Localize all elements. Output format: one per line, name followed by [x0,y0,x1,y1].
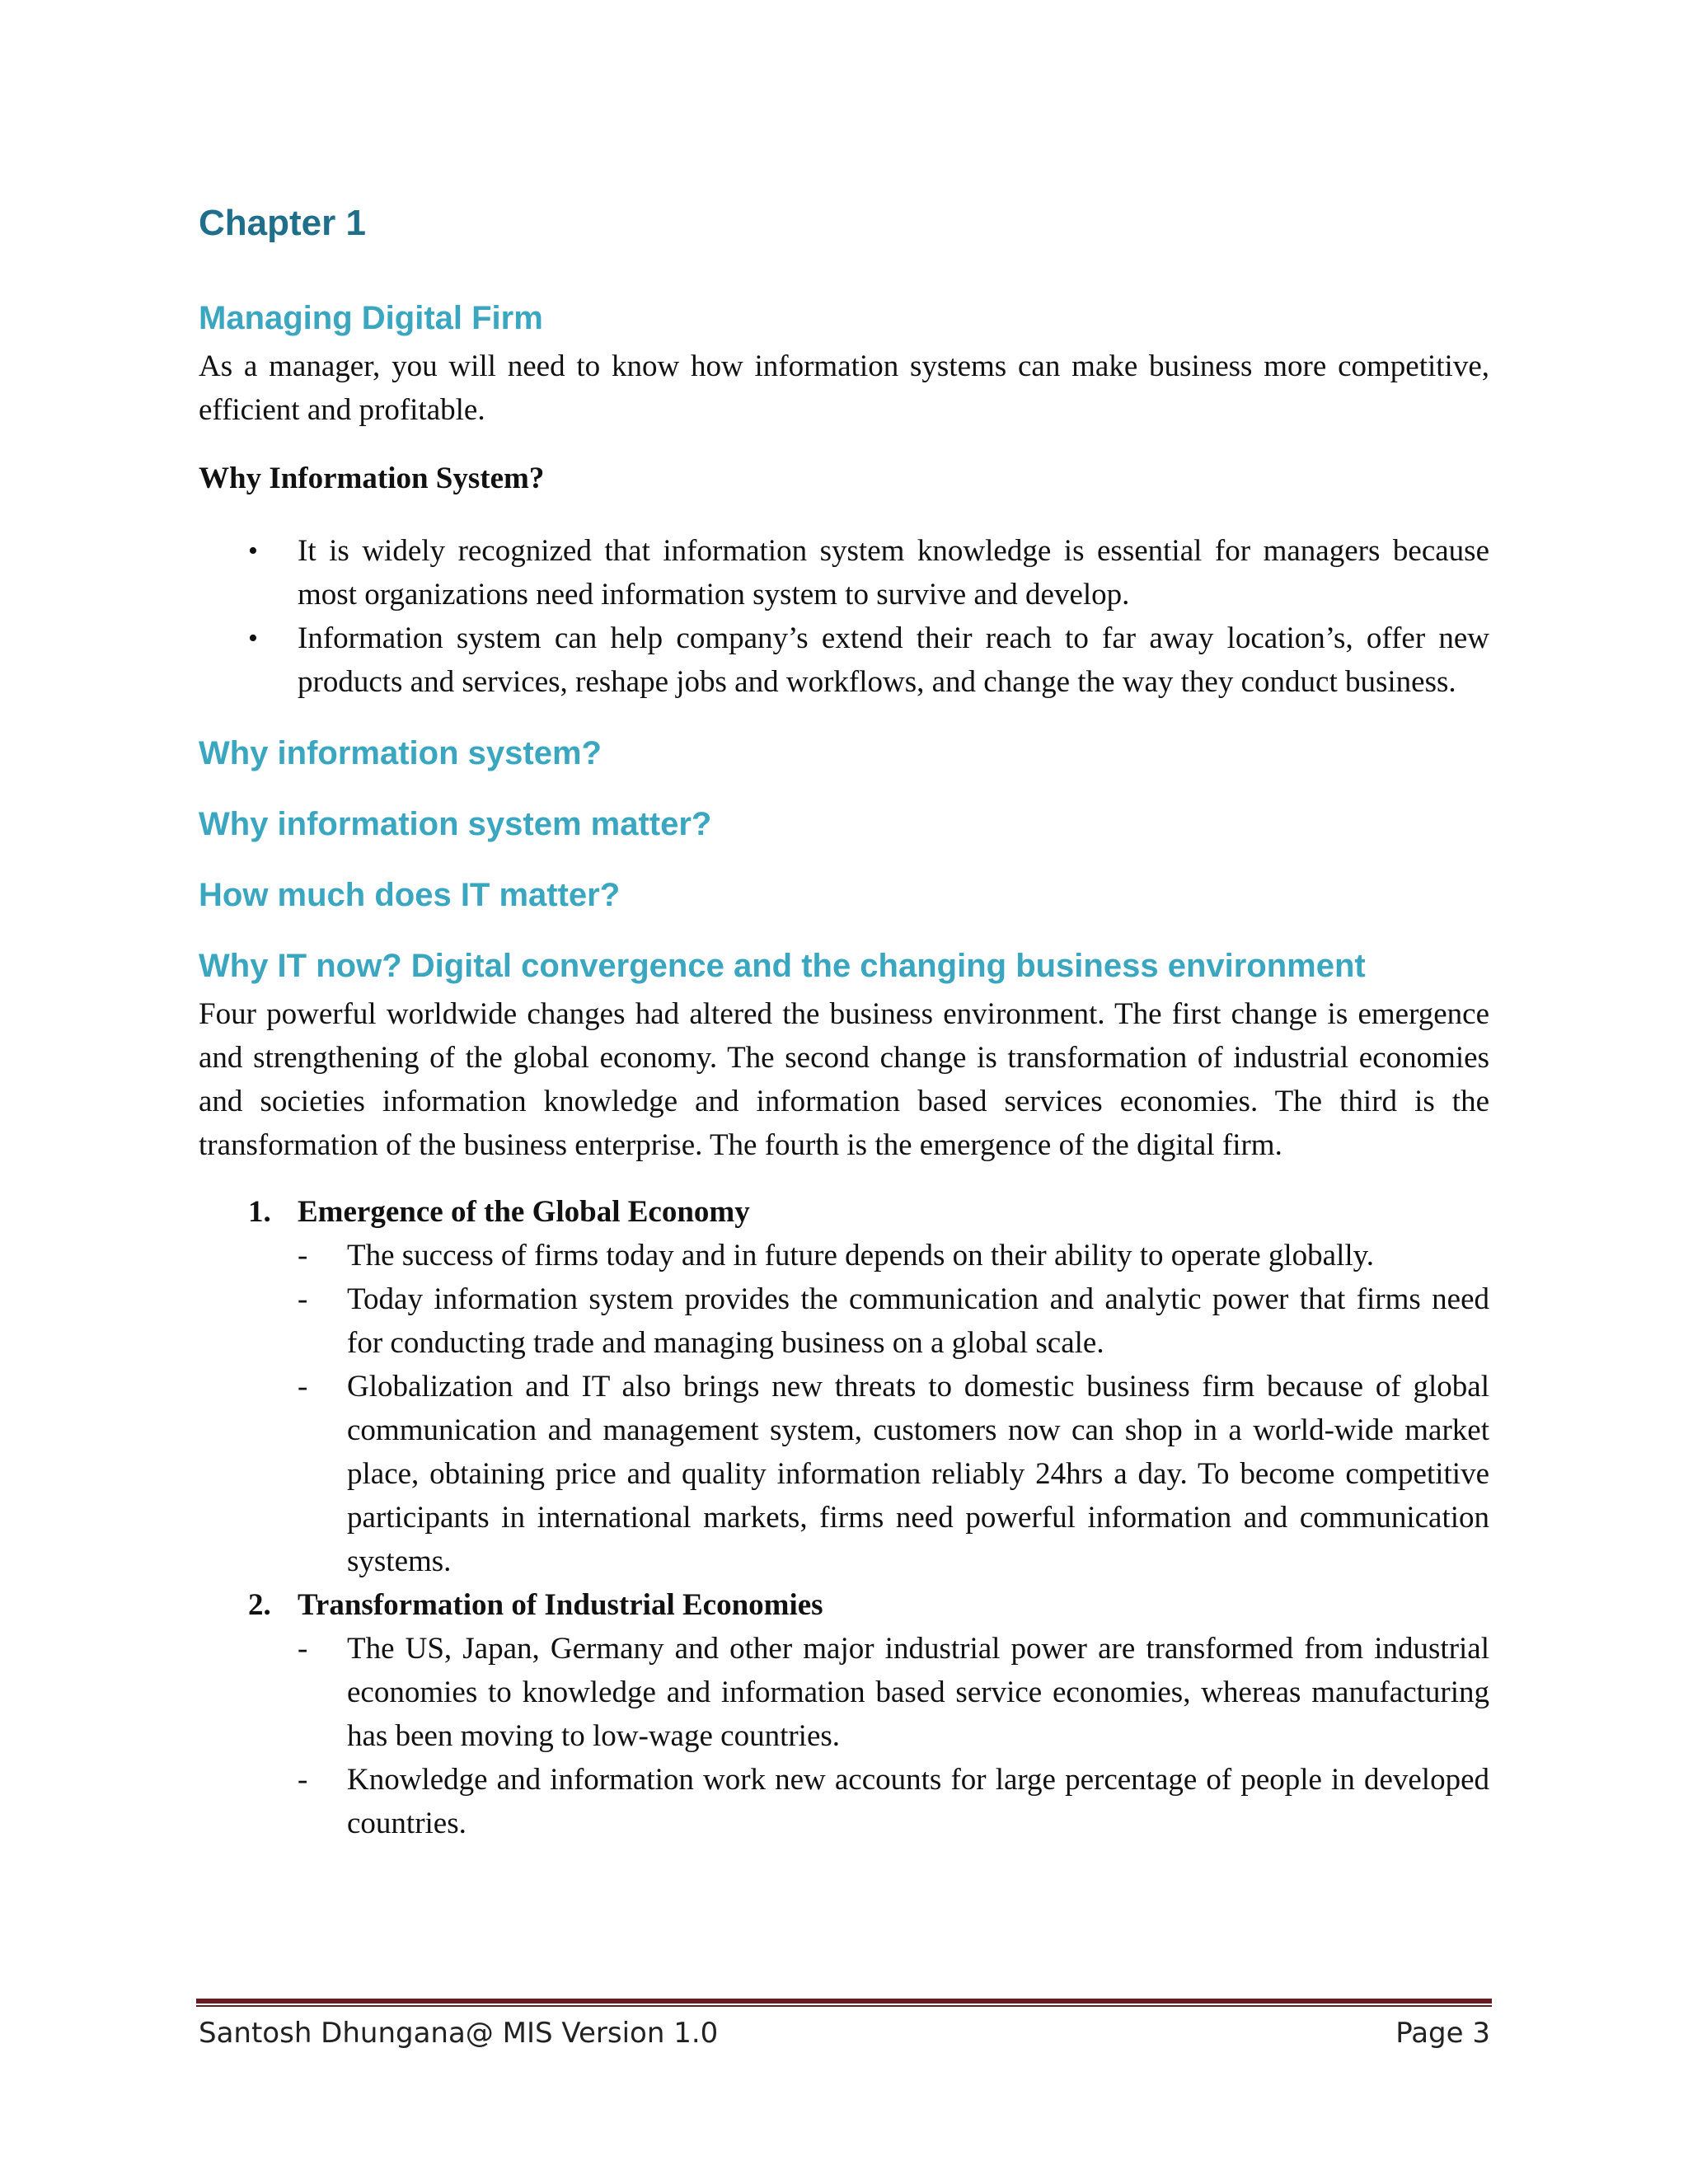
dash-list [298,1627,1489,1845]
bullet-text: It is widely recognized that information system knowledge is essential for managers because most organizations need information system to survive and develop. [298,534,1489,612]
footer-author: Santosh Dhungana@ MIS Version 1.0 [199,2017,719,2050]
numbered-item [199,1190,1489,1583]
footer-divider-thin [196,2005,1492,2007]
section-intro-paragraph: As a manager, you will need to know how information systems can make business more competitive, efficient and profitable. [199,349,1489,427]
section-heading-managing-digital-firm: Managing Digital Firm [199,300,543,336]
dash-icon: - [298,1239,308,1272]
footer-divider [196,1999,1492,2004]
bullet-item [199,616,1489,704]
chapter-title: Chapter 1 [199,203,366,243]
dash-text: The US, Japan, Germany and other major industrial power are transformed from industrial economies to knowledge and information based service economies, whereas manufacturing has been moving to low-wage countries. [347,1632,1489,1753]
dash-item [298,1277,1489,1365]
section-2-intro-paragraph: Four powerful worldwide changes had altered the business environment. The first change is emergence and strengthening of the global economy. The second change is transformation of industrial economies and societies information knowledge and information based services economies. The third is the transformation of the business enterprise. The fourth is the emergence of the digital firm. [199,997,1489,1162]
dash-text: The success of firms today and in future depends on their ability to operate globally. [347,1239,1375,1272]
numbered-item [199,1583,1489,1845]
item-title: Transformation of Industrial Economies [298,1588,823,1622]
page-content [199,194,1489,1845]
item-number: 1. [248,1195,271,1229]
dash-text: Today information system provides the communication and analytic power that firms need for conducting trade and managing business on a global scale. [347,1282,1489,1360]
numbered-list [199,1190,1489,1845]
bullet-list [199,529,1489,704]
dash-item [298,1234,1489,1277]
dash-item [298,1627,1489,1758]
bullet-icon: • [248,536,258,566]
subheading-how-much-does-it-matter: How much does IT matter? [199,877,621,913]
why-information-system-label: Why Information System? [199,462,545,495]
dash-list [298,1234,1489,1583]
dash-text: Globalization and IT also brings new threats to domestic business firm because of global communication and management system, customers now can shop in a world-wide market place, obtaining price and quality information reliably 24hrs a day. To become competitive participants in international markets, firms need powerful information and communication systems. [347,1370,1489,1578]
dash-item [298,1365,1489,1583]
bullet-text: Information system can help company’s extend their reach to far away location’s, offer new products and services, reshape jobs and workflows, and change the way they conduct business. [298,621,1489,699]
dash-icon: - [298,1370,308,1404]
bullet-item [199,529,1489,616]
item-number: 2. [248,1588,271,1622]
dash-icon: - [298,1632,308,1666]
subheading-why-information-system: Why information system? [199,735,602,771]
dash-icon: - [298,1763,308,1797]
footer-page-number: Page 3 [1395,2017,1490,2050]
item-title: Emergence of the Global Economy [298,1195,750,1229]
dash-text: Knowledge and information work new accounts for large percentage of people in developed countries. [347,1763,1489,1840]
subheading-why-information-system-matter: Why information system matter? [199,806,712,842]
dash-icon: - [298,1282,308,1316]
bullet-icon: • [248,623,258,654]
dash-item [298,1758,1489,1845]
section-heading-why-it-now: Why IT now? Digital convergence and the changing business environment [199,948,1366,984]
